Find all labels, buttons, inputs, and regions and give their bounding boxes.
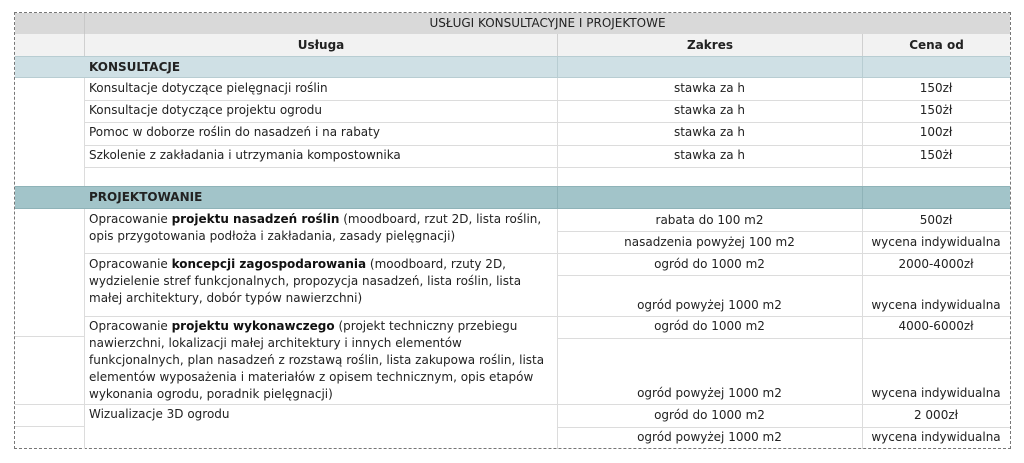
column-divider <box>557 56 558 78</box>
service-cell <box>89 211 551 245</box>
service-prefix: Opracowanie <box>89 212 172 226</box>
service-details: (moodboard, rzuty 2D, wydzielenie stref funkcjonalnych, propozycja nasadzeń, lista roślin, lista małej architektury, dobór typów nawierzchni) <box>89 257 522 305</box>
service-name: projektu wykonawczego <box>171 319 335 333</box>
price-cell: wycena indywidualna <box>871 235 1001 249</box>
scope-cell: ogród powyżej 1000 m2 <box>637 430 782 444</box>
service-name: projektu nasadzeń roślin <box>171 212 340 226</box>
section-title-design: PROJEKTOWANIE <box>89 190 203 204</box>
scope-cell: ogród do 1000 m2 <box>654 408 765 422</box>
service-cell <box>89 406 551 423</box>
service-details: (projekt techniczny przebiegu nawierzchni, lokalizacji małej architektury i innych elementów funkcjonalnych, plan nasadzeń z rozstawą roślin, lista zakupowa roślin, lista elementów wyposażenia i materiałów z opisem technicznym, opis etapów wykonania ogrodu, poradnik pielęgnacji) <box>89 319 545 401</box>
service-details: (moodboard, rzut 2D, lista roślin, opis przygotowania podłoża i zakładania, zasady pielęgnacji) <box>89 212 542 243</box>
column-divider <box>862 209 863 449</box>
column-divider <box>84 78 85 186</box>
row-divider <box>84 145 1010 146</box>
price-cell: wycena indywidualna <box>871 298 1001 312</box>
row-divider <box>84 167 1010 168</box>
scope-cell: ogród powyżej 1000 m2 <box>637 298 782 312</box>
price-cell: wycena indywidualna <box>871 386 1001 400</box>
column-divider <box>557 186 558 209</box>
service-prefix: Opracowanie <box>89 319 172 333</box>
title-band-left <box>15 13 84 34</box>
service-prefix: Wizualizacje 3D ogrodu <box>89 407 230 421</box>
service-cell: Konsultacje dotyczące projektu ogrodu <box>89 103 323 117</box>
column-divider <box>862 186 863 209</box>
row-divider <box>84 316 1010 317</box>
scope-cell: nasadzenia powyżej 100 m2 <box>624 235 795 249</box>
price-cell: 2000-4000zł <box>898 257 974 271</box>
section-title-consultations: KONSULTACJE <box>89 60 181 74</box>
column-divider <box>557 78 558 186</box>
price-cell: 500zł <box>919 213 953 227</box>
row-divider <box>557 427 1010 428</box>
column-header-service: Usługa <box>84 34 557 56</box>
column-divider <box>862 78 863 186</box>
price-cell: 4000-6000zł <box>898 319 974 333</box>
service-cell: Konsultacje dotyczące pielęgnacji roślin <box>89 81 328 95</box>
row-divider <box>84 100 1010 101</box>
scope-cell: stawka za h <box>673 125 746 139</box>
row-divider <box>84 122 1010 123</box>
service-prefix: Opracowanie <box>89 257 172 271</box>
header-band-left <box>15 34 84 56</box>
column-divider <box>557 209 558 449</box>
scope-cell: stawka za h <box>673 81 746 95</box>
row-divider <box>15 404 1010 405</box>
row-divider <box>84 253 1010 254</box>
scope-cell: rabata do 100 m2 <box>655 213 764 227</box>
price-cell: 100zł <box>919 125 953 139</box>
row-divider <box>557 338 1010 339</box>
row-divider <box>557 231 1010 232</box>
scope-cell: ogród do 1000 m2 <box>654 319 765 333</box>
scope-cell: stawka za h <box>673 103 746 117</box>
price-cell: 150żł <box>919 148 953 162</box>
service-cell <box>89 318 551 403</box>
table-title: USŁUGI KONSULTACYJNE I PROJEKTOWE <box>84 13 1010 34</box>
column-divider <box>84 209 85 449</box>
scope-cell: ogród powyżej 1000 m2 <box>637 386 782 400</box>
column-header-price: Cena od <box>862 34 1010 56</box>
price-cell: 2 000zł <box>913 408 959 422</box>
scope-cell: stawka za h <box>673 148 746 162</box>
price-cell: 150zł <box>919 81 953 95</box>
column-divider <box>862 56 863 78</box>
row-divider <box>15 336 84 337</box>
row-divider <box>557 275 1010 276</box>
service-cell: Pomoc w doborze roślin do nasadzeń i na rabaty <box>89 125 380 139</box>
service-cell <box>89 256 551 307</box>
price-cell: wycena indywidualna <box>871 430 1001 444</box>
scope-cell: ogród do 1000 m2 <box>654 257 765 271</box>
service-name: koncepcji zagospodarowania <box>171 257 367 271</box>
price-cell: 150żł <box>919 103 953 117</box>
column-header-scope: Zakres <box>557 34 862 56</box>
service-cell: Szkolenie z zakładania i utrzymania kompostownika <box>89 148 401 162</box>
row-divider <box>15 426 84 427</box>
